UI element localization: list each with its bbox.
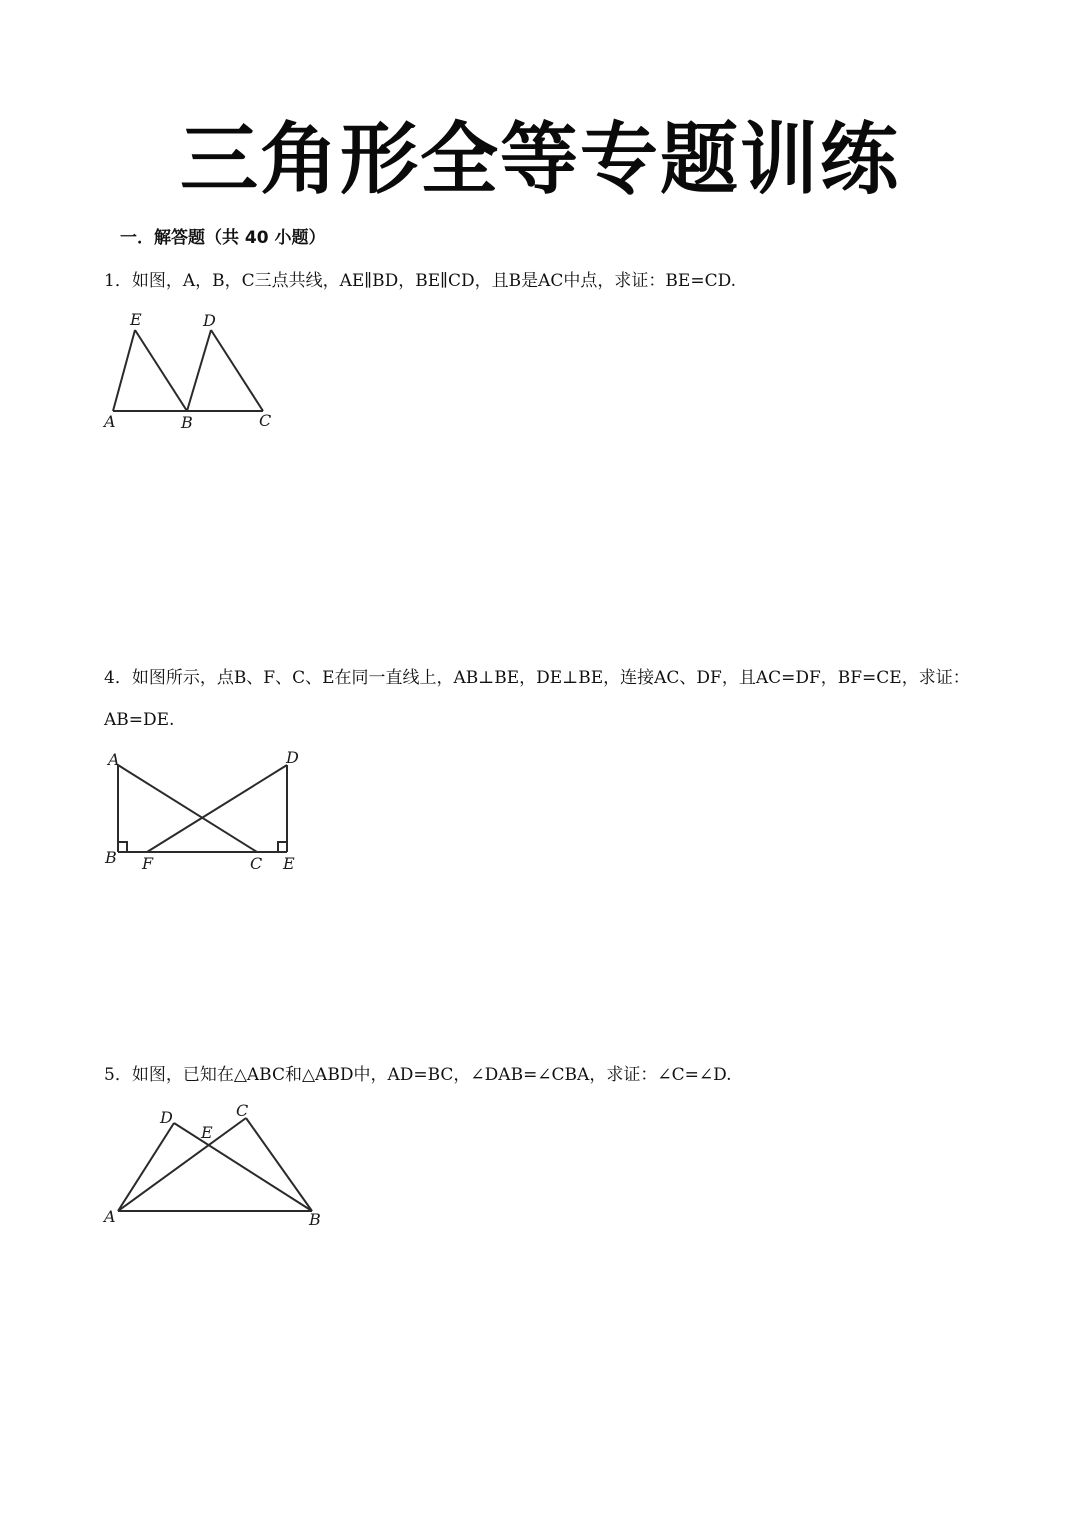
question-4-figure bbox=[95, 745, 315, 875]
segment-AC bbox=[118, 765, 257, 852]
label-D: D bbox=[203, 311, 216, 330]
label-A: A bbox=[108, 750, 120, 769]
label-D: D bbox=[160, 1108, 173, 1127]
segment-DF bbox=[147, 765, 287, 852]
label-A: A bbox=[104, 412, 116, 431]
section-heading: 一．解答题（共 40 小题） bbox=[120, 228, 326, 248]
segment-AD bbox=[118, 1123, 174, 1211]
label-C: C bbox=[259, 411, 272, 430]
question-5-figure bbox=[95, 1095, 335, 1235]
label-C: C bbox=[236, 1101, 249, 1120]
question-1-text: 1．如图，A，B，C三点共线，AE∥BD，BE∥CD，且B是AC中点，求证：BE=CD. bbox=[104, 271, 737, 291]
label-E: E bbox=[283, 854, 295, 873]
segment-BD bbox=[187, 330, 211, 411]
question-4-text-line2: AB=DE. bbox=[104, 710, 175, 730]
segment-EB bbox=[135, 330, 187, 411]
question-4-text-line1: 4．如图所示，点B、F、C、E在同一直线上，AB⊥BE，DE⊥BE，连接AC、DF，且AC=DF，BF=CE，求证： bbox=[104, 668, 970, 688]
label-F: F bbox=[142, 854, 154, 873]
right-angle-E bbox=[278, 842, 287, 852]
right-angle-B bbox=[118, 842, 127, 852]
label-B: B bbox=[309, 1210, 321, 1229]
segment-DB bbox=[174, 1123, 312, 1211]
label-D: D bbox=[286, 748, 299, 767]
label-A: A bbox=[104, 1207, 116, 1226]
question-1-figure bbox=[95, 305, 285, 435]
label-E: E bbox=[130, 310, 142, 329]
segment-AE bbox=[113, 330, 135, 411]
segment-CB bbox=[246, 1118, 312, 1211]
page-title: 三角形全等专题训练 bbox=[179, 115, 900, 205]
segment-DC bbox=[211, 330, 263, 411]
question-5-text: 5．如图，已知在△ABC和△ABD中，AD=BC，∠DAB=∠CBA，求证：∠C=∠D. bbox=[104, 1065, 732, 1085]
label-E: E bbox=[201, 1123, 213, 1142]
label-B: B bbox=[105, 848, 117, 867]
segment-AC bbox=[118, 1118, 246, 1211]
label-C: C bbox=[250, 854, 263, 873]
label-B: B bbox=[181, 413, 193, 432]
